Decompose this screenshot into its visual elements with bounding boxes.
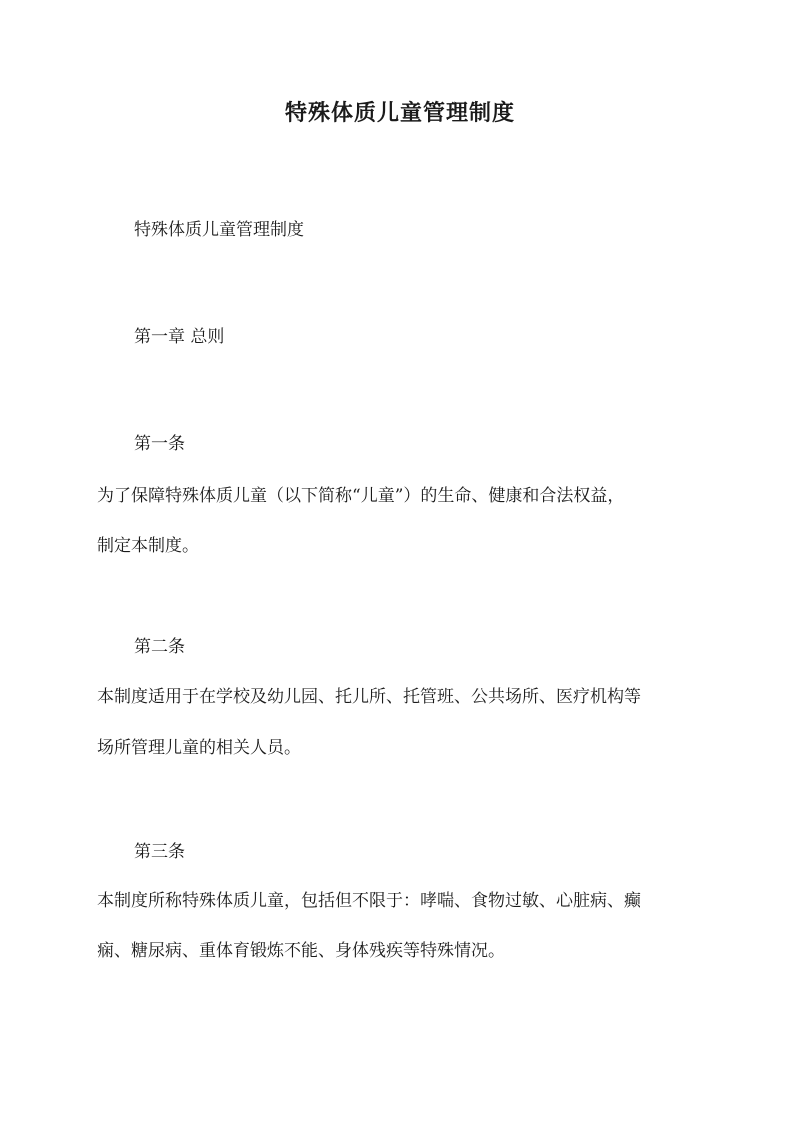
- chapter-heading: 第一章 总则: [134, 327, 225, 347]
- article-3-text-line-2: 痫、糖尿病、重体育锻炼不能、身体残疾等特殊情况。: [97, 941, 505, 961]
- article-3-text-line-1: 本制度所称特殊体质儿童，包括但不限于：哮喘、食物过敏、心脏病、癫: [97, 891, 641, 911]
- article-1-heading: 第一条: [134, 434, 185, 454]
- article-2-heading: 第二条: [134, 637, 185, 657]
- article-3-heading: 第三条: [134, 842, 185, 862]
- article-2-text-line-1: 本制度适用于在学校及幼儿园、托儿所、托管班、公共场所、医疗机构等: [97, 687, 641, 707]
- document-title: 特殊体质儿童管理制度: [284, 100, 515, 126]
- article-1-text-line-1: 为了保障特殊体质儿童（以下简称“儿童”）的生命、健康和合法权益，: [97, 486, 625, 506]
- article-1-text-line-2: 制定本制度。: [97, 536, 199, 556]
- article-2-text-line-2: 场所管理儿童的相关人员。: [97, 738, 301, 758]
- subtitle-line: 特殊体质儿童管理制度: [134, 220, 304, 240]
